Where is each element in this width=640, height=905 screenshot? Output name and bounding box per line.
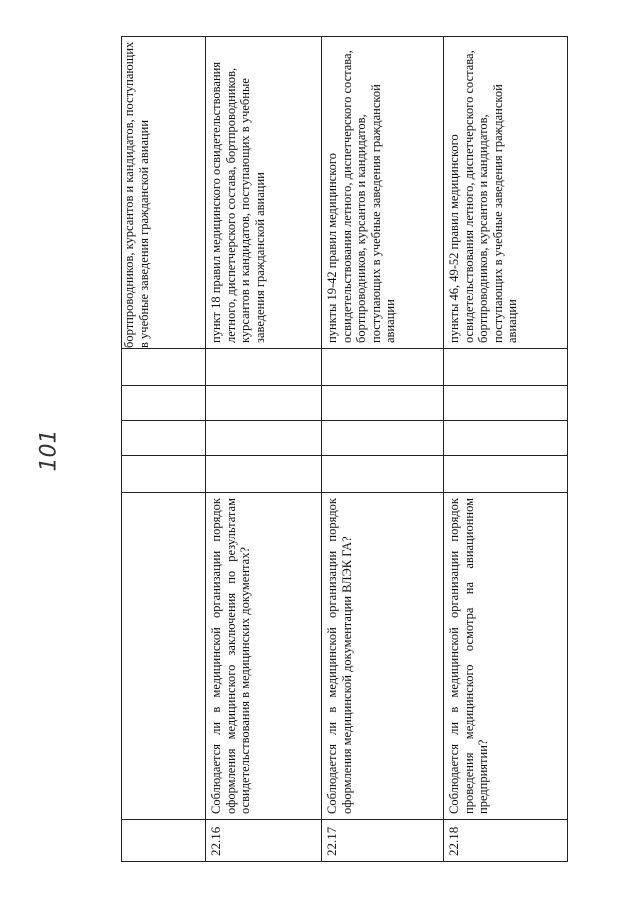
table-row [444,37,568,862]
page-number-handwritten: 101 [36,429,62,472]
cell-number: 22.17 [322,820,444,862]
cell-number [122,820,206,862]
cell-empty [122,349,206,386]
cell-empty [444,421,568,456]
table-row [206,37,322,862]
cell-empty [322,349,444,386]
cell-empty [444,456,568,493]
cell-empty [122,456,206,493]
cell-empty [206,421,322,456]
cell-empty [444,349,568,386]
checklist-table-frame [121,37,519,862]
cell-empty [444,386,568,421]
cell-empty [206,456,322,493]
cell-number: 22.16 [206,820,322,862]
cell-reference: пункты 46, 49-52 правил медицинского освидетельствования летного, диспетчерского состава, бортпроводников, курсантов и кандидатов, поступающих в учебные заведения гражданской авиации [444,37,568,349]
cell-empty [206,349,322,386]
cell-reference: бортпроводников, курсантов и кандидатов, поступающих в учебные заведения гражданской авиации [122,37,206,349]
checklist-table [121,36,568,862]
cell-question: Соблюдается ли в медицинской организации порядок оформления медицинского заключения по результатам освидетельствования в медицинских документах? [206,493,322,820]
cell-empty [206,386,322,421]
cell-question: Соблюдается ли в медицинской организации порядок оформления медицинской документации ВЛЭК ГА? [322,493,444,820]
cell-question: Соблюдается ли в медицинской организации порядок проведения медицинского осмотра на авиационном предприятии? [444,493,568,820]
cell-question [122,493,206,820]
table-row [122,37,206,862]
table-row [322,37,444,862]
cell-empty [322,456,444,493]
cell-number: 22.18 [444,820,568,862]
cell-reference: пункты 19-42 правил медицинского освидетельствования летного, диспетчерского состава, бортпроводников, курсантов и кандидатов, поступающих в учебные заведения гражданской авиации [322,37,444,349]
cell-empty [322,421,444,456]
cell-empty [122,421,206,456]
cell-empty [322,386,444,421]
cell-empty [122,386,206,421]
cell-reference: пункт 18 правил медицинского освидетельствования летного, диспетчерского состава, бортпроводников, курсантов и кандидатов, поступающих в учебные заведения гражданской авиации [206,37,322,349]
